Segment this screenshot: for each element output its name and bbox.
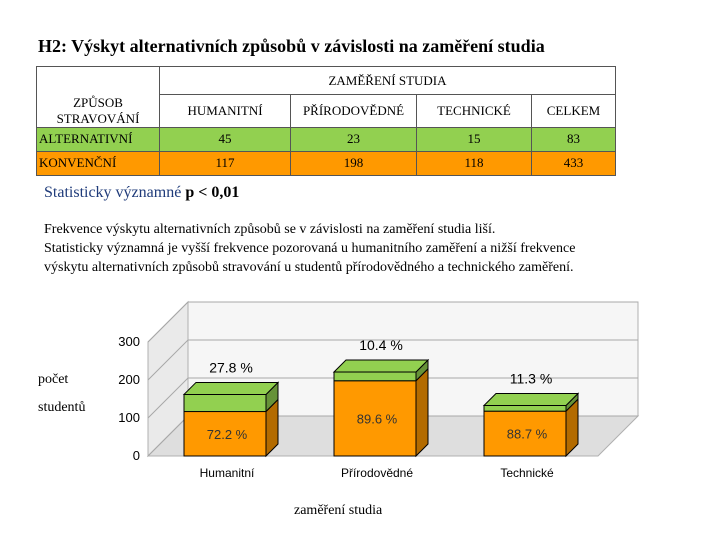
data-label: 11.3 % xyxy=(509,370,553,387)
bar-top xyxy=(334,360,428,372)
data-label: 10.4 % xyxy=(359,337,403,354)
stat-value: p < 0,01 xyxy=(185,184,240,201)
bar-side xyxy=(416,369,428,456)
column-header-humanitni: HUMANITNÍ xyxy=(160,95,291,128)
column-header-prirodovedne: PŘÍRODOVĚDNÉ xyxy=(291,95,417,128)
bar-segment xyxy=(334,372,416,381)
row-label-alternativni: ALTERNATIVNÍ xyxy=(37,127,160,151)
bar-top xyxy=(484,393,578,405)
data-label: 72.2 % xyxy=(206,426,248,442)
x-tick-label: Humanitní xyxy=(199,466,255,480)
y-tick-label: 300 xyxy=(118,334,140,349)
y-tick-label: 100 xyxy=(118,410,140,425)
data-label: 27.8 % xyxy=(209,359,253,376)
data-label: 89.6 % xyxy=(356,411,398,427)
x-tick-label: Technické xyxy=(500,466,554,480)
table-cell: 15 xyxy=(417,127,532,151)
table-cell: 45 xyxy=(160,127,291,151)
table-cell: 23 xyxy=(291,127,417,151)
bar-segment xyxy=(184,394,266,411)
table-cell: 118 xyxy=(417,151,532,175)
slide-title: H2: Výskyt alternativních způsobů v závislosti na zaměření studia xyxy=(38,36,545,56)
y-axis-label-line1: počet xyxy=(38,372,69,387)
table-cell: 83 xyxy=(532,127,616,151)
data-label: 88.7 % xyxy=(506,426,548,442)
paragraph-line: výskytu alternativních způsobů stravování u studentů přírodovědného a technického zaměření. xyxy=(44,260,574,275)
table-row-header: ZPŮSOB STRAVOVÁNÍ xyxy=(37,95,160,128)
table-cell: 198 xyxy=(291,151,417,175)
bar-segment xyxy=(484,405,566,411)
table-cell: 117 xyxy=(160,151,291,175)
column-header-technicke: TECHNICKÉ xyxy=(417,95,532,128)
y-tick-label: 0 xyxy=(132,448,140,463)
y-tick-label: 200 xyxy=(118,372,140,387)
stat-prefix: Statisticky významné xyxy=(44,184,182,201)
paragraph-line: Frekvence výskytu alternativních způsobů se v závislosti na zaměření studia liší. xyxy=(44,222,496,237)
column-header-celkem: CELKEM xyxy=(532,95,616,128)
paragraph-line: Statisticky významná je vyšší frekvence pozorovaná u humanitního zaměření a nižší frekvence xyxy=(44,241,576,256)
y-axis-label-line2: studentů xyxy=(38,400,86,415)
bar-top xyxy=(184,382,278,394)
row-label-konvencni: KONVENČNÍ xyxy=(37,151,160,175)
x-tick-label: Přírodovědné xyxy=(340,466,414,480)
table-cell: 433 xyxy=(532,151,616,175)
x-axis-label: zaměření studia xyxy=(294,503,383,518)
table-group-header: ZAMĚŘENÍ STUDIA xyxy=(160,67,616,95)
